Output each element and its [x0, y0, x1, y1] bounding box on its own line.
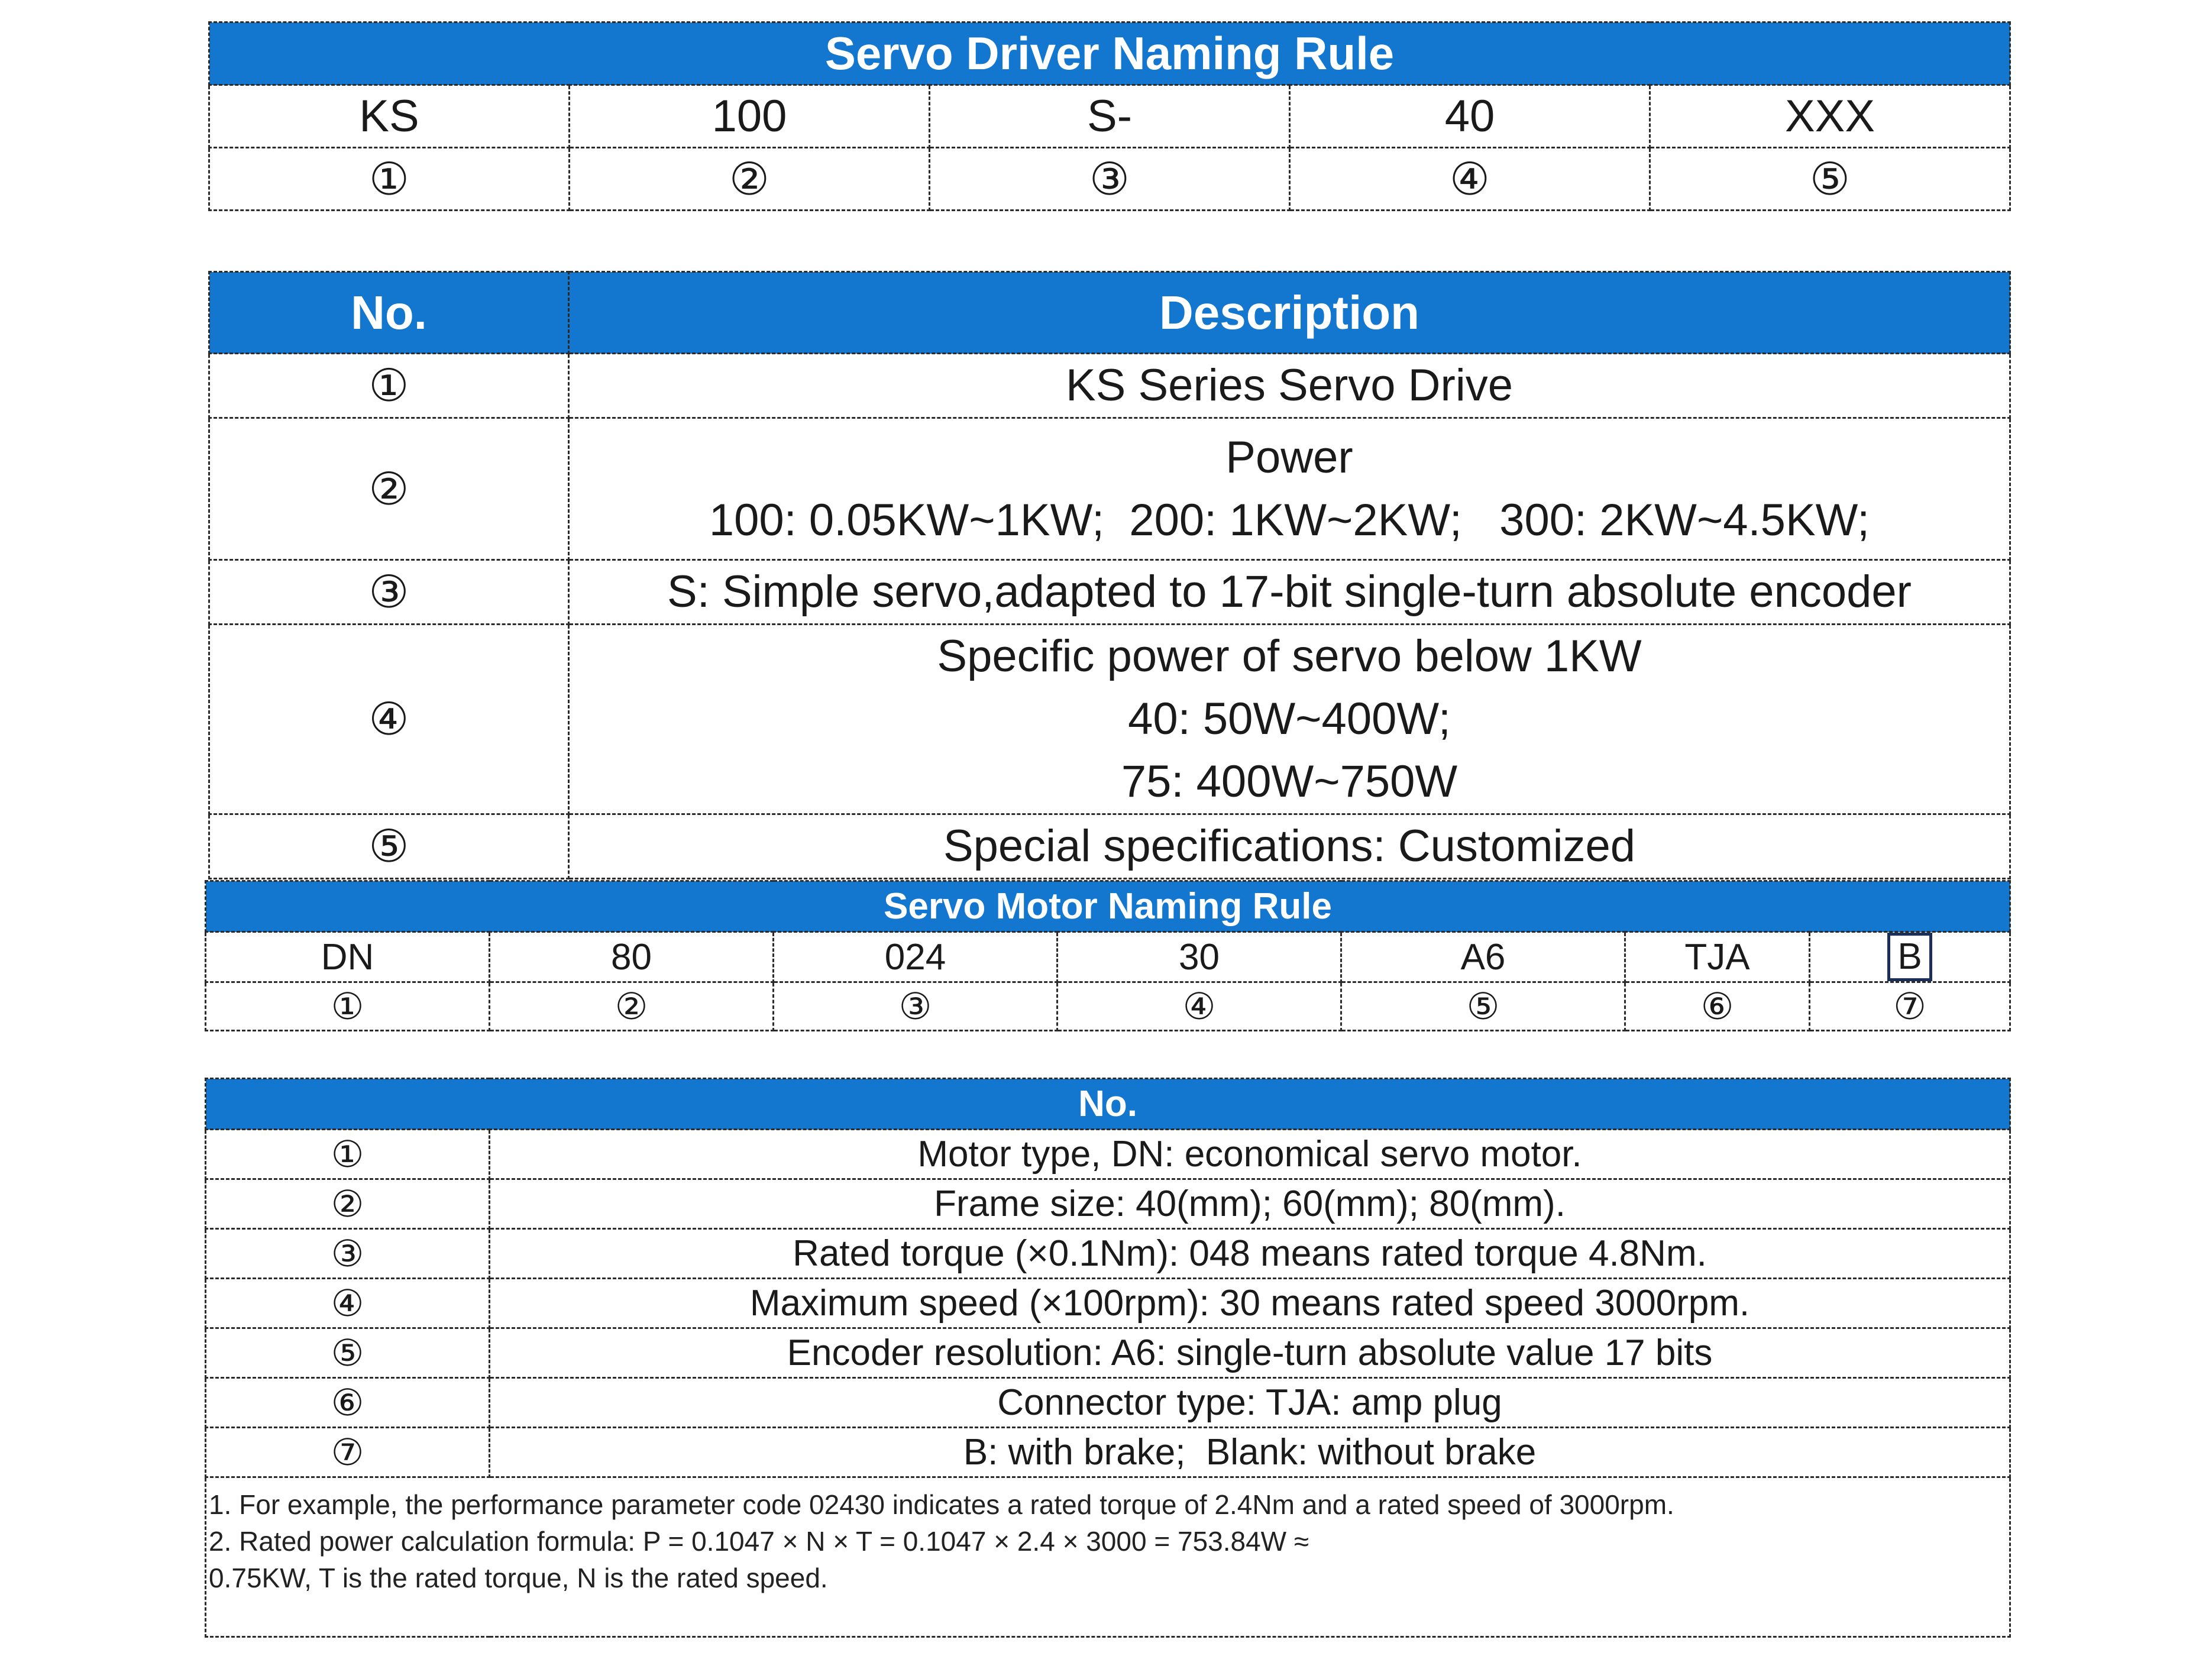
- notes-cell: [206, 1477, 2010, 1637]
- motor-naming-table: [205, 880, 2011, 1031]
- row-marker: ⑥: [206, 1378, 490, 1428]
- description-cell: B: with brake; Blank: without brake: [490, 1428, 2010, 1477]
- motor-code-cell: DN: [206, 932, 490, 982]
- motor-code-cell: 024: [774, 932, 1058, 982]
- description-cell: Rated torque (×0.1Nm): 048 means rated torque 4.8Nm.: [490, 1229, 2010, 1279]
- row-marker: ⑤: [206, 1328, 490, 1378]
- driver-code-cell: KS: [209, 85, 570, 148]
- motor-description-table: [205, 1078, 2011, 1638]
- description-cell: [569, 354, 2010, 418]
- brake-code-box: B: [1887, 933, 1932, 981]
- motor-naming-title: Servo Motor Naming Rule: [206, 881, 2010, 932]
- driver-marker-cell: ⑤: [1650, 148, 2010, 211]
- driver-code-cell: 100: [570, 85, 930, 148]
- description-line: KS Series Servo Drive: [1065, 360, 1514, 410]
- description-cell: Frame size: 40(mm); 60(mm); 80(mm).: [490, 1179, 2010, 1229]
- row-marker: ⑦: [206, 1428, 490, 1477]
- description-line: S: Simple servo,adapted to 17-bit single-turn absolute encoder: [667, 567, 1912, 617]
- motor-marker-cell: ①: [206, 982, 490, 1031]
- description-cell: [569, 625, 2010, 814]
- driver-marker-cell: ②: [570, 148, 930, 211]
- row-marker: ④: [206, 1279, 490, 1328]
- row-marker: ④: [209, 625, 569, 814]
- description-cell: [569, 814, 2010, 879]
- motor-description-header: No.: [206, 1079, 2010, 1130]
- description-line: Power: [1225, 432, 1353, 483]
- driver-naming-table: [208, 21, 2011, 211]
- motor-code-cell: 80: [490, 932, 774, 982]
- driver-naming-title: Servo Driver Naming Rule: [209, 22, 2010, 85]
- motor-marker-cell: ②: [490, 982, 774, 1031]
- description-line: 40: 50W~400W;: [1128, 694, 1451, 744]
- motor-marker-cell: ⑥: [1625, 982, 1810, 1031]
- description-cell: Encoder resolution: A6: single-turn absolute value 17 bits: [490, 1328, 2010, 1378]
- motor-marker-cell: ⑤: [1341, 982, 1625, 1031]
- description-cell: Connector type: TJA: amp plug: [490, 1378, 2010, 1428]
- row-marker: ②: [206, 1179, 490, 1229]
- motor-code-cell: 30: [1058, 932, 1341, 982]
- description-cell: [569, 560, 2010, 625]
- description-cell: Motor type, DN: economical servo motor.: [490, 1130, 2010, 1179]
- driver-marker-cell: ①: [209, 148, 570, 211]
- motor-code-cell: [1810, 932, 2010, 982]
- motor-code-cell: A6: [1341, 932, 1625, 982]
- description-cell: [569, 418, 2010, 560]
- description-line: 100: 0.05KW~1KW; 200: 1KW~2KW; 300: 2KW~4.5KW;: [709, 494, 1870, 545]
- driver-description-table: [208, 271, 2011, 879]
- driver-code-cell: 40: [1290, 85, 1650, 148]
- motor-code-cell: TJA: [1625, 932, 1810, 982]
- description-cell: Maximum speed (×100rpm): 30 means rated speed 3000rpm.: [490, 1279, 2010, 1328]
- driver-code-cell: XXX: [1650, 85, 2010, 148]
- motor-marker-cell: ④: [1058, 982, 1341, 1031]
- note-line: 0.75KW, T is the rated torque, N is the rated speed.: [209, 1563, 828, 1593]
- no-header: No.: [209, 272, 569, 354]
- description-header: Description: [569, 272, 2010, 354]
- motor-marker-cell: ③: [774, 982, 1058, 1031]
- motor-marker-cell: ⑦: [1810, 982, 2010, 1031]
- note-line: 1. For example, the performance parameter code 02430 indicates a rated torque of 2.4Nm and a rated speed of 3000rpm.: [209, 1489, 1674, 1520]
- driver-code-cell: S-: [930, 85, 1290, 148]
- driver-marker-cell: ③: [930, 148, 1290, 211]
- note-line: 2. Rated power calculation formula: P = 0.1047 × N × T = 0.1047 × 2.4 × 3000 = 753.84W ≈: [209, 1526, 1309, 1557]
- description-line: Special specifications: Customized: [943, 821, 1636, 871]
- row-marker: ⑤: [209, 814, 569, 879]
- row-marker: ③: [206, 1229, 490, 1279]
- row-marker: ①: [209, 354, 569, 418]
- row-marker: ①: [206, 1130, 490, 1179]
- row-marker: ③: [209, 560, 569, 625]
- row-marker: ②: [209, 418, 569, 560]
- driver-marker-cell: ④: [1290, 148, 1650, 211]
- description-line: Specific power of servo below 1KW: [937, 631, 1642, 681]
- description-line: 75: 400W~750W: [1121, 756, 1458, 807]
